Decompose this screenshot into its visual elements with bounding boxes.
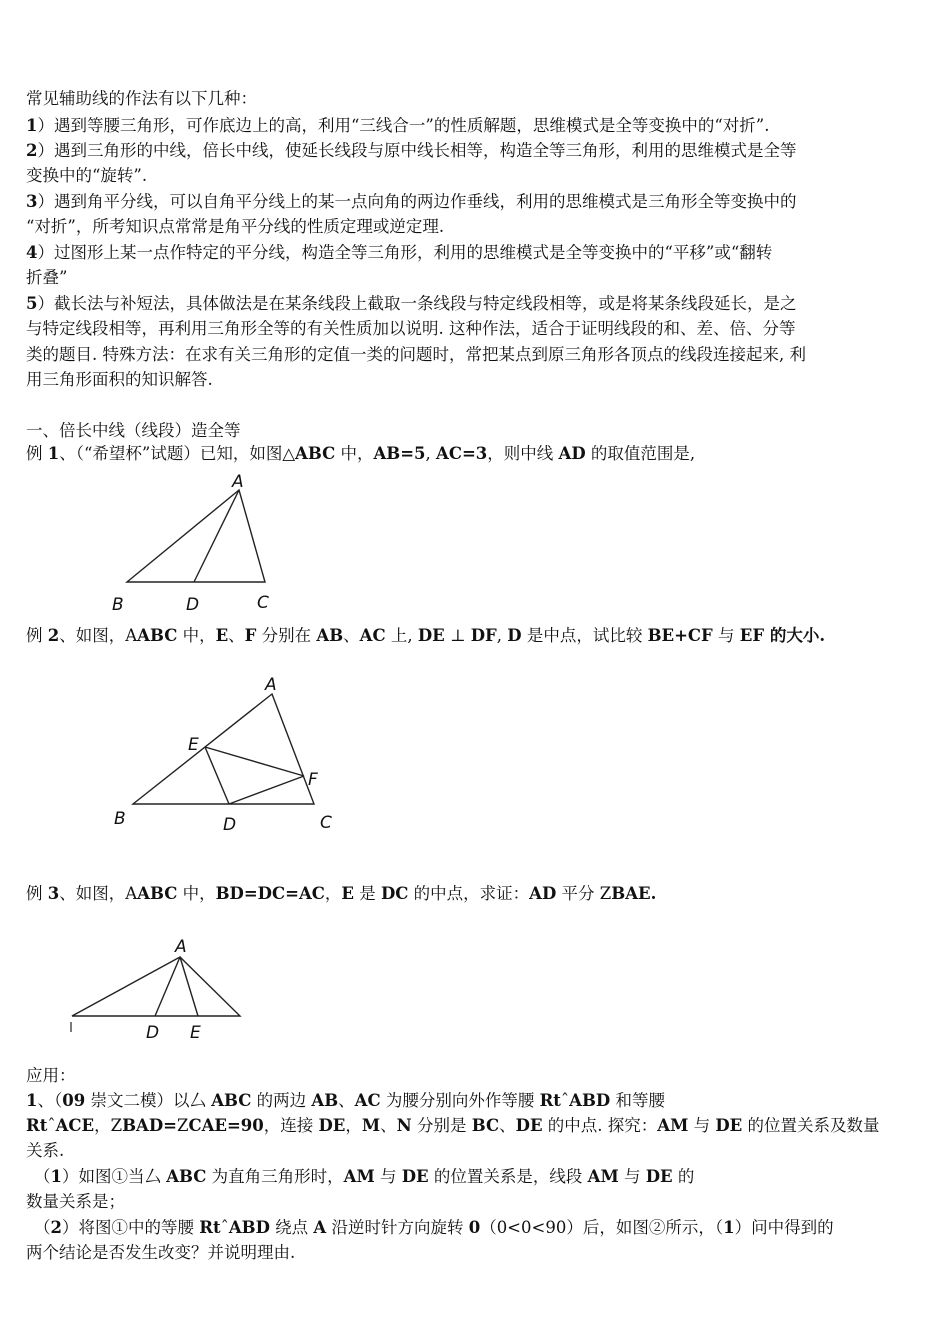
vertex-f-label: F <box>308 770 318 790</box>
vertex-a-label: A <box>265 675 277 695</box>
application-question-2-cont: 两个结论是否发生改变？并说明理由. <box>26 1243 296 1262</box>
application-question-1-cont: 数量关系是； <box>26 1192 125 1211</box>
application-problem-1: 1、（09 崇文二模）以厶 ABC 的两边 AB、AC 为腰分别向外作等腰 RtˆABD 和等腰 <box>26 1091 665 1110</box>
intro-item-2-cont: 变换中的“旋转”. <box>26 166 148 185</box>
example-3-figure <box>60 930 260 1050</box>
application-problem-1-line3: 关系. <box>26 1141 65 1160</box>
vertex-b-label: B <box>114 809 126 829</box>
intro-item-5-cont1: 与特定线段相等，再利用三角形全等的有关性质加以说明. 这种作法，适合于证明线段的和、差、倍、分等 <box>26 319 796 338</box>
intro-item-4-cont: 折叠” <box>26 268 68 287</box>
intro-item-3-cont: “对折”，所考知识点常常是角平分线的性质定理或逆定理. <box>26 217 445 236</box>
intro-item-4: 4）过图形上某一点作特定的平分线，构造全等三角形，利用的思维模式是全等变换中的“平移”或“翻转 <box>26 243 773 262</box>
vertex-a-label: A <box>175 937 187 957</box>
intro-heading: 常见辅助线的作法有以下几种： <box>26 89 257 108</box>
example-3-text: 例 3、如图，AABC 中，BD=DC=AC，E 是 DC 的中点，求证：AD 平分 ZBAE. <box>26 884 657 903</box>
intro-item-1: 1）遇到等腰三角形，可作底边上的高，利用“三线合一”的性质解题，思维模式是全等变换中的“对折”. <box>26 116 770 135</box>
example-1-text: 例 1、（“希望杯”试题）已知，如图△ABC 中，AB=5, AC=3，则中线 AD 的取值范围是, <box>26 444 696 463</box>
example-2-figure <box>100 670 350 830</box>
intro-item-3: 3）遇到角平分线，可以自角平分线上的某一点向角的两边作垂线，利用的思维模式是三角形全等变换中的 <box>26 192 797 211</box>
application-title: 应用： <box>26 1066 76 1085</box>
example-1-figure <box>100 466 300 616</box>
intro-item-5-cont3: 用三角形面积的知识解答. <box>26 370 213 389</box>
vertex-e-label: E <box>190 1023 201 1043</box>
vertex-d-label: D <box>186 595 200 615</box>
application-question-1: （1）如图①当厶 ABC 为直角三角形时，AM 与 DE 的位置关系是，线段 AM 与 DE 的 <box>34 1167 695 1186</box>
intro-item-5-cont2: 类的题目. 特殊方法：在求有关三角形的定值一类的问题时，常把某点到原三角形各顶点的线段连接起来, 利 <box>26 345 806 364</box>
section-title: 一、倍长中线（线段）造全等 <box>26 421 241 440</box>
intro-item-2: 2）遇到三角形的中线，倍长中线，使延长线段与原中线长相等，构造全等三角形，利用的思维模式是全等 <box>26 141 797 160</box>
vertex-a-label: A <box>232 472 244 492</box>
application-question-2: （2）将图①中的等腰 RtˆABD 绕点 A 沿逆时针方向旋转 0（0<0<90）后，如图②所示，（1）问中得到的 <box>34 1218 834 1237</box>
vertex-b-label: B <box>112 595 124 615</box>
intro-item-5: 5）截长法与补短法，具体做法是在某条线段上截取一条线段与特定线段相等，或是将某条线段延长，是之 <box>26 294 797 313</box>
vertex-d-label: D <box>223 815 237 830</box>
vertex-d-label: D <box>146 1023 160 1043</box>
vertex-c-label: C <box>320 813 332 830</box>
example-2-text: 例 2、如图，AABC 中，E、F 分别在 AB、AC 上, DE ⊥ DF, D 是中点，试比较 BE+CF 与 EF 的大小. <box>26 626 826 645</box>
vertex-e-label: E <box>188 735 199 755</box>
vertex-c-label: C <box>257 593 269 613</box>
application-problem-1-line2: RtˆACE，ZBAD=ZCAE=90，连接 DE，M、N 分别是 BC、DE 的中点. 探究：AM 与 DE 的位置关系及数量 <box>26 1116 880 1135</box>
